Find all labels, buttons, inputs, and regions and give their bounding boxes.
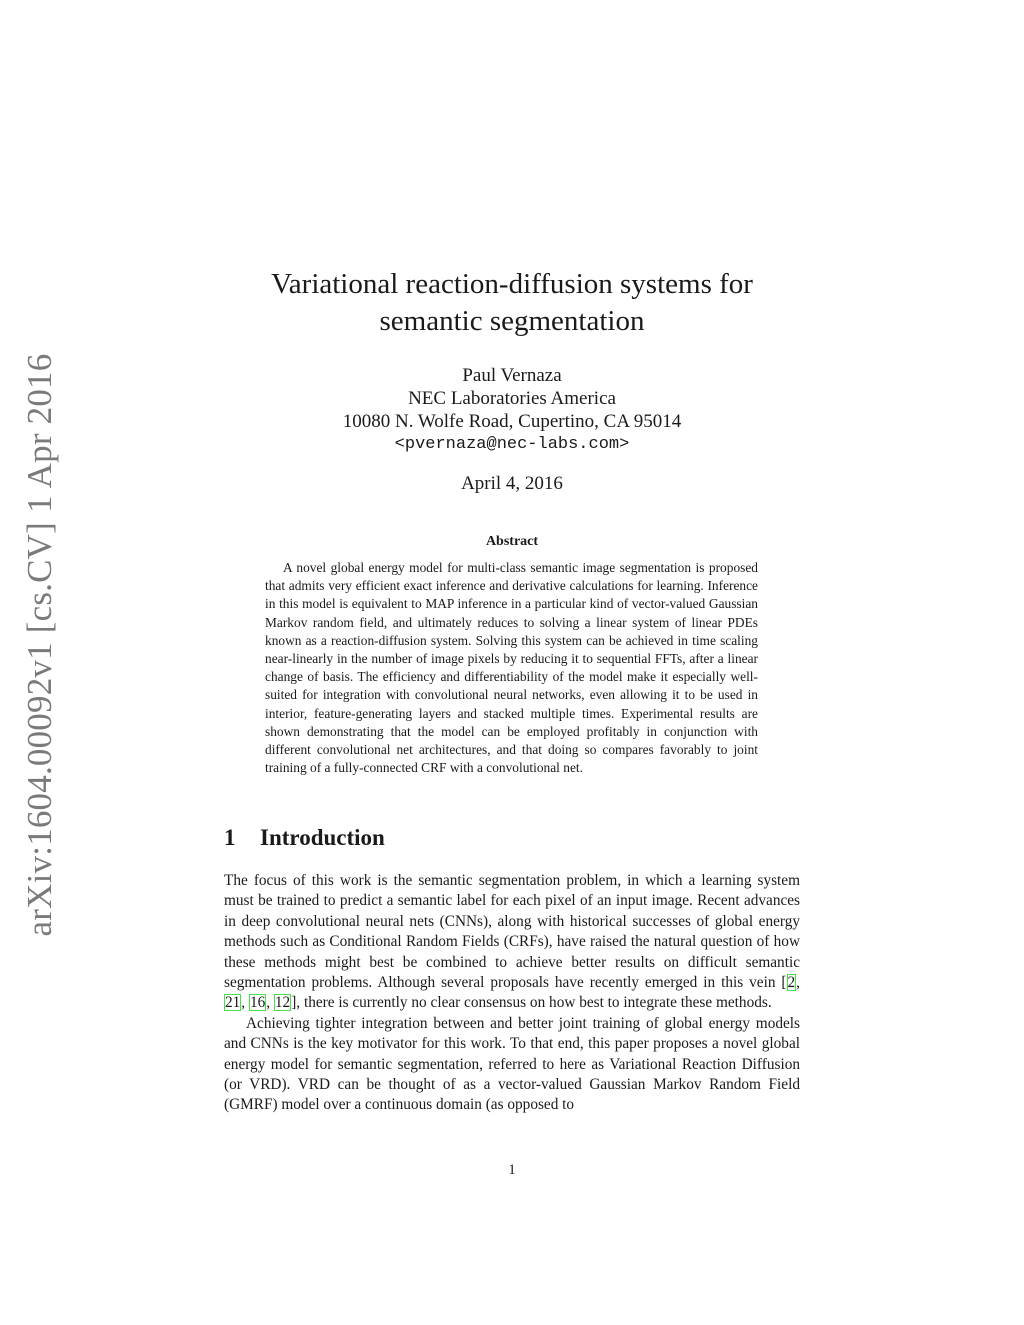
citation-link[interactable]: 12 bbox=[274, 994, 291, 1012]
intro-p1-text-end: ], there is currently no clear consensus on how best to integrate these methods. bbox=[291, 994, 772, 1012]
section-title: Introduction bbox=[260, 825, 385, 850]
author-address: 10080 N. Wolfe Road, Cupertino, CA 95014 bbox=[342, 411, 682, 432]
intro-p1-text: The focus of this work is the semantic segmentation problem, in which a learning system must be trained to predict a semantic label for each pixel of an input image. Recent advances in deep convolutional neural nets (CNNs), along with historical successes of global energy methods such as Conditional Random Fields (CRFs), have raised the natural question of how these methods might best be combined to achieve better results on difficult semantic segmentation problems. Although several proposals have recently emerged in this vein [ bbox=[224, 872, 800, 992]
author-email[interactable]: <pvernaza@nec-labs.com> bbox=[394, 435, 630, 454]
citation-link[interactable]: 21 bbox=[225, 994, 241, 1012]
author-affiliation: NEC Laboratories America bbox=[408, 388, 616, 409]
author-name: Paul Vernaza bbox=[462, 365, 562, 386]
paper-title bbox=[190, 266, 834, 340]
intro-paragraph-1: The focus of this work is the semantic segmentation problem, in which a learning system must be trained to predict a semantic label for each pixel of an input image. Recent advances in deep convolutional neural nets (CNNs), along with historical successes of global energy methods such as Conditional Random Fields (CRFs), have raised the natural question of how these methods might best be combined to achieve better results on difficult semantic segmentation problems. Although several proposals have recently emerged in this vein [2, 21, 16, 12], there is currently no clear consensus on how best to integrate these methods. bbox=[224, 872, 800, 1012]
section-number: 1 bbox=[224, 825, 236, 850]
introduction-body bbox=[224, 871, 800, 1116]
abstract-heading: Abstract bbox=[485, 534, 539, 549]
section-heading bbox=[224, 825, 385, 851]
intro-paragraph-2: Achieving tighter integration between and better joint training of global energy models and CNNs is the key motivator for this work. To that end, this paper proposes a novel global energy model for semantic segmentation, referred to here as Variational Reaction Diffusion (or VRD). VRD can be thought of as a vector-valued Gaussian Markov Random Field (GMRF) model over a continuous domain (as opposed to bbox=[224, 1014, 800, 1114]
page-number: 1 bbox=[508, 1162, 516, 1178]
author-block bbox=[190, 364, 834, 456]
citation-link[interactable]: 2 bbox=[787, 974, 796, 992]
title-line-1: Variational reaction-diffusion systems for bbox=[271, 268, 753, 300]
citation-link[interactable]: 16 bbox=[249, 994, 266, 1012]
abstract-text: A novel global energy model for multi-class semantic image segmentation is proposed that admits very efficient exact inference and derivative calculations for learning. Inference in this model is equivalent to MAP inference in a particular kind of vector-valued Gaussian Markov random field, and ultimately reduces to solving a linear system of linear PDEs known as a reaction-diffusion system. Solving this system can be achieved in time scaling near-linearly in the number of image pixels by reducing it to sequential FFTs, after a linear change of basis. The efficiency and differentiability of the model make it especially well-suited for integration with convolutional neural networks, even allowing it to be used in interior, feature-generating layers and stacked multiple times. Experimental results are shown demonstrating that the model can be employed profitably in conjunction with different convolutional net architectures, and that doing so compares favorably to joint training of a fully-connected CRF with a convolutional net. bbox=[265, 560, 758, 776]
paper-date: April 4, 2016 bbox=[461, 473, 563, 494]
title-line-2: semantic segmentation bbox=[379, 305, 645, 337]
arxiv-identifier: arXiv:1604.00092v1 [cs.CV] 1 Apr 2016 bbox=[20, 353, 59, 937]
